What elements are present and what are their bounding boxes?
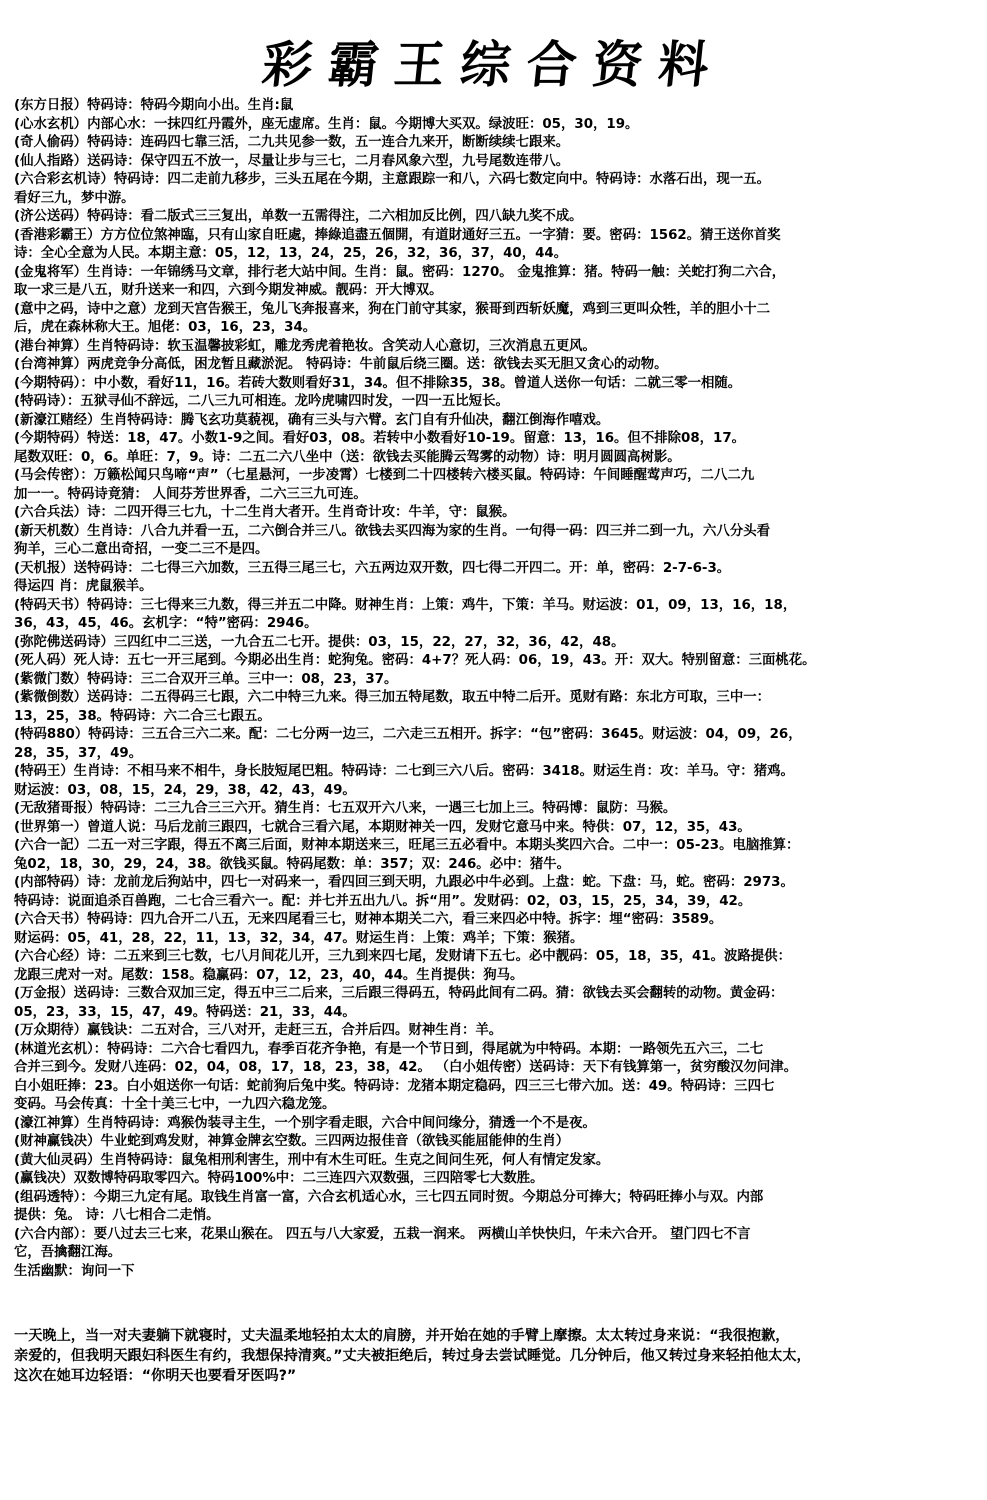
text-line: (六合彩玄机诗）特码诗：四二走前九移步，三头五尾在今期，主意跟踪一和八，六码七数定向中。特码诗：水落石出，现一五。	[14, 172, 770, 187]
text-line: (六合一記）二五一对三字跟，得五不离三后面，财神本期送来三，旺尾三五必看中。本期头奖四六合。二中一：05-23。电脑推算：	[14, 838, 800, 853]
story-line: 这次在她耳边轻语：“你明天也要看牙医吗?”	[14, 1368, 297, 1384]
text-line: 加一一。特码诗竟猜： 人间芬芳世界香，二六三三九可连。	[14, 486, 367, 502]
text-line: (死人码）死人诗：五七一开三尾到。今期必出生肖：蛇狗兔。密码：4+7？死人码：06，19，43。开：双大。特别留意：三面桃花。	[14, 653, 816, 668]
text-line: (林道光玄机）：特码诗：二六合七看四九，春季百花齐争艳，有是一个节日到，得尾就为中特码。本期：一路领先五六三，二七	[14, 1041, 764, 1057]
text-line: (心水玄机）内部心水：一抹四红丹霞外，座无虚席。生肖：鼠。今期博大买双。绿波旺：05，30，19。	[14, 116, 639, 132]
text-line: (特码天书）特码诗：三七得来三九数，得三并五二中降。财神生肖：上策：鸡牛，下策：羊马。财运波：01，09，13，16，18，	[14, 597, 797, 613]
text-line: 28，35，37，49。	[14, 745, 143, 761]
text-line: (马会传密）：万籁松闻只鸟啼“声”（七星悬河，一步凌霄）七楼到二十四楼转六楼买鼠。特码诗：午间睡醒莺声巧，二八二九	[14, 468, 755, 483]
text-line: (金鬼将军）生肖诗：一年锦绣马文章，排行老大站中间。生肖：鼠。密码：1270。 金鬼推算：猪。特码一触：关蛇打狗二六合，	[14, 264, 786, 280]
text-line: (特码880）特码诗：三五合三六二来。配：二七分两一边三，二六走三五相开。拆字：“包”密码：3645。财运波：04，09，26，	[14, 727, 802, 742]
text-line: (东方日报）特码诗：特码今期向小出。生肖:鼠	[14, 98, 294, 113]
text-line: 得运四 肖：虎鼠猴羊。	[14, 579, 153, 594]
text-line: 财运码：05，41，28，22，11，13，32，34，47。财运生肖：上策：鸡羊；下策：猴猪。	[14, 930, 584, 946]
text-line: 05，23，33，15，47，49。特码送：21，33，44。	[14, 1004, 356, 1020]
text-line: 36，43，45，46。玄机字：“特”密码：2946。	[14, 616, 318, 631]
text-line: (财神赢钱决）牛业蛇到鸡发财，神算金牌玄空数。三四两边报佳音（欲钱买能屈能伸的生肖）	[14, 1134, 570, 1149]
text-line: (濠江神算）生肖特码诗：鸡猴伪装寻主生，一个别字看走眼，六合中间问缘分，猜透一个不是夜。	[14, 1115, 596, 1131]
humor-story	[14, 1326, 969, 1386]
text-line: (天机报）送特码诗：二七得三六加数，三五得三尾三七，六五两边双开数，四七得二开四二。开：单，密码：2-7-6-3。	[14, 560, 731, 576]
text-line: (台湾神算）两虎竞争分高低，困龙暂且藏淤泥。 特码诗：牛前鼠后绕三圈。送：欲钱去买无胆又贪心的动物。	[14, 357, 668, 372]
text-line: (六合内部）：要八过去三七来，花果山猴在。 四五与八大家爱，五栽一润来。 两横山羊快快归，午未六合开。 望门四七不言	[14, 1226, 751, 1242]
text-line: 兔02，18，30，29，24，38。欲钱买鼠。特码尾数：单：357；双：246。必中：猪牛。	[14, 856, 571, 872]
text-line: (意中之码，诗中之意）龙到天宫告猴王，兔儿飞奔报喜来，狗在门前守其家，猴哥到西斩妖魔，鸡到三更叫众牲，羊的胆小十二	[14, 301, 770, 317]
text-line: 白小姐旺捧：23。白小姐送你一句话：蛇前狗后兔中奖。特码诗：龙猪本期定稳码，四三三七带六加。送：49。特码诗：三四七	[14, 1078, 775, 1094]
text-line: (弥陀佛送码诗）三四红中二三送，一九合五二七开。提供：03，15，22，27，32，36，42，48。	[14, 634, 625, 650]
text-line: (黄大仙灵码）生肖特码诗：鼠兔相刑利害生，刑中有木生可旺。生克之间问生死，何人有情定发家。	[14, 1152, 610, 1168]
text-line: 狗羊，三心二意出奇招，一变二三不是四。	[14, 542, 269, 557]
text-line: 变码。马会传真：十全十美三七中，一九四六稳龙笼。	[14, 1097, 336, 1112]
text-line: (万金报）送码诗：三数合双加三定，得五中三二后来，三后跟三得码五，特码此间有二码。猜：欲钱去买会翻转的动物。黄金码：	[14, 986, 784, 1001]
text-line: (六合兵法）诗：二四开得三七九，十二生肖大者开。生肖奇计攻：牛羊，守：鼠猴。	[14, 505, 516, 520]
text-line: (今期特码）：中小数，看好11，16。若砖大数则看好31，34。但不排除35，38。曾道人送你一句话：二就三零一相随。	[14, 375, 742, 391]
text-line: (六合心经）诗：二五来到三七数，七八月间花儿开，三九到来四七尾，发财请下五七。必中靓码：05，18，35，41。波路提供：	[14, 949, 791, 964]
text-line: (紫微门数）特码诗：三二合双开三单。三中一：08，23，37。	[14, 671, 398, 687]
text-line: 取一求三是八五，财升送来一和四，六到今期发神威。靓码：开大博双。	[14, 283, 443, 298]
text-line: (紫微倒数）送码诗：二五得码三七跟，六二中特三九来。得三加五特尾数，取五中特二后开。觅财有路：东北方可取，三中一：	[14, 690, 770, 705]
text-line: (仙人指路）送码诗：保守四五不放一，尽量让步与三七，二月春风象六型，九号尾数连带八。	[14, 153, 570, 169]
text-line: 13，25，38。特码诗：六二合三七跟五。	[14, 708, 271, 724]
text-line: 特码诗：说面追杀百兽跑，二七合三看六一。配：并七并五出九八。拆“用”。发财码：02，03，15，25，34，39，42。	[14, 893, 752, 909]
story-line: 一天晚上，当一对夫妻躺下就寝时，丈夫温柔地轻拍太太的肩膀，并开始在她的手臂上摩擦。太太转过身来说：“我很抱歉，	[14, 1328, 790, 1344]
text-line: (港台神算）生肖特码诗：软玉温馨披彩虹，雕龙秀虎着艳妆。含笑动人心意切，三次消息五更风。	[14, 338, 596, 354]
text-line: (新天机数）生肖诗：八合九并看一五，二六倒合并三八。欲钱去买四海为家的生肖。一句得一码：四三并二到一九，六八分头看	[14, 523, 770, 539]
text-line: 它，吾擒翻江海。	[14, 1245, 122, 1260]
content-body	[14, 97, 974, 1281]
text-line: (济公送码）特码诗：看二版式三三复出，单数一五需得注，二六相加反比例，四八缺九奖不成。	[14, 209, 583, 224]
text-line: (无敌猪哥报）特码诗：二三九合三三六开。猜生肖：七五双开六八来，一遇三七加上三。特码博：鼠防：马猴。	[14, 801, 677, 816]
text-line: 生活幽默：询问一下	[14, 1263, 135, 1279]
text-line: (组码透特）：今期三九定有尾。取钱生肖富一富，六合玄机适心水，三七四五同时贺。今期总分可捧大；特码旺捧小与双。内部	[14, 1189, 764, 1205]
text-line: (赢钱决）双数博特码取零四六。特码100%中：二三连四六双数强，三四陪零七大数胜。	[14, 1171, 544, 1186]
text-line: 诗：全心全意为人民。本期主意：05，12，13，24，25，26，32，36，37，40，44。	[14, 246, 568, 261]
story-line: 亲爱的，但我明天跟妇科医生有约，我想保持清爽。”丈夫被拒绝后，转过身去尝试睡觉。几分钟后，他又转过身来轻拍他太太，	[14, 1348, 811, 1364]
text-line: 龙跟三虎对一对。尾数：158。稳赢码：07，12，23，40，44。生肖提供：狗马。	[14, 967, 524, 983]
text-line: (六合天书）特码诗：四九合开二八五，无来四尾看三七，财神本期关二六，看三来四必中特。拆字：埋“密码：3589。	[14, 912, 723, 927]
text-line: (万众期待）赢钱诀：二五对合，三八对开，走赶三五，合并后四。财神生肖：羊。	[14, 1023, 503, 1038]
text-line: (特码王）生肖诗：不相马来不相牛，身长肢短尾巴粗。特码诗：二七到三六八后。密码：3418。财运生肖：攻：羊马。守：猪鸡。	[14, 764, 794, 779]
text-line: 提供：兔。 诗：八七相合二走悄。	[14, 1208, 220, 1223]
text-line: (今期特码）特送：18，47。小数1-9之间。看好03，08。若转中小数看好10-19。留意：13，16。但不排除08，17。	[14, 431, 746, 446]
text-line: (香港彩霸王）方方位位煞神臨，只有山家自旺處，捧綠追盡五個開，有道財通好三五。一字猜：要。密码：1562。猜王送你首奖	[14, 227, 781, 243]
text-line: 财运波：03，08，15，24，29，38，42，43，49。	[14, 782, 356, 798]
text-line: 后，虎在森林称大王。旭佬：03，16，23，34。	[14, 320, 317, 335]
text-line: (内部特码）诗：龙前龙后狗站中，四七一对码来一，看四回三到天明，九跟必中牛必到。上盘：蛇。下盘：马，蛇。密码：2973。	[14, 875, 794, 890]
text-line: (奇人偷码）特码诗：连码四七靠三活，二九共见参一数，五一连合九来开，断断续续七跟来。	[14, 135, 570, 150]
text-line: (特码诗）：五狱寻仙不辞远，二八三九可相连。龙吟虎啸四时发，一四一五比短长。	[14, 394, 509, 409]
page-title: 彩霸王综合资料	[259, 35, 728, 94]
text-line: (世界第一）曾道人说：马后龙前三跟四，七就合三看六尾，本期财神关一四，发财它意马中来。特供：07，12，35，43。	[14, 819, 751, 835]
text-line: 看好三九，梦中游。	[14, 190, 135, 206]
text-line: 合并三到今。发财八连码：02，04，08，17，18，23，38，42。 （白小姐传密）送码诗：天下有钱算第一，贫穷酸汉勿问津。	[14, 1060, 798, 1075]
text-line: (新濠江赌经）生肖特码诗：腾飞玄功莫藐视，确有三头与六臂。玄门自有升仙决，翻江倒海作嘻戏。	[14, 412, 610, 428]
text-line: 尾数双旺：0，6。单旺：7，9。诗：二五二六八坐中（送：欲钱去买能腾云驾雾的动物）诗：明月圆圆高树影。	[14, 449, 681, 465]
